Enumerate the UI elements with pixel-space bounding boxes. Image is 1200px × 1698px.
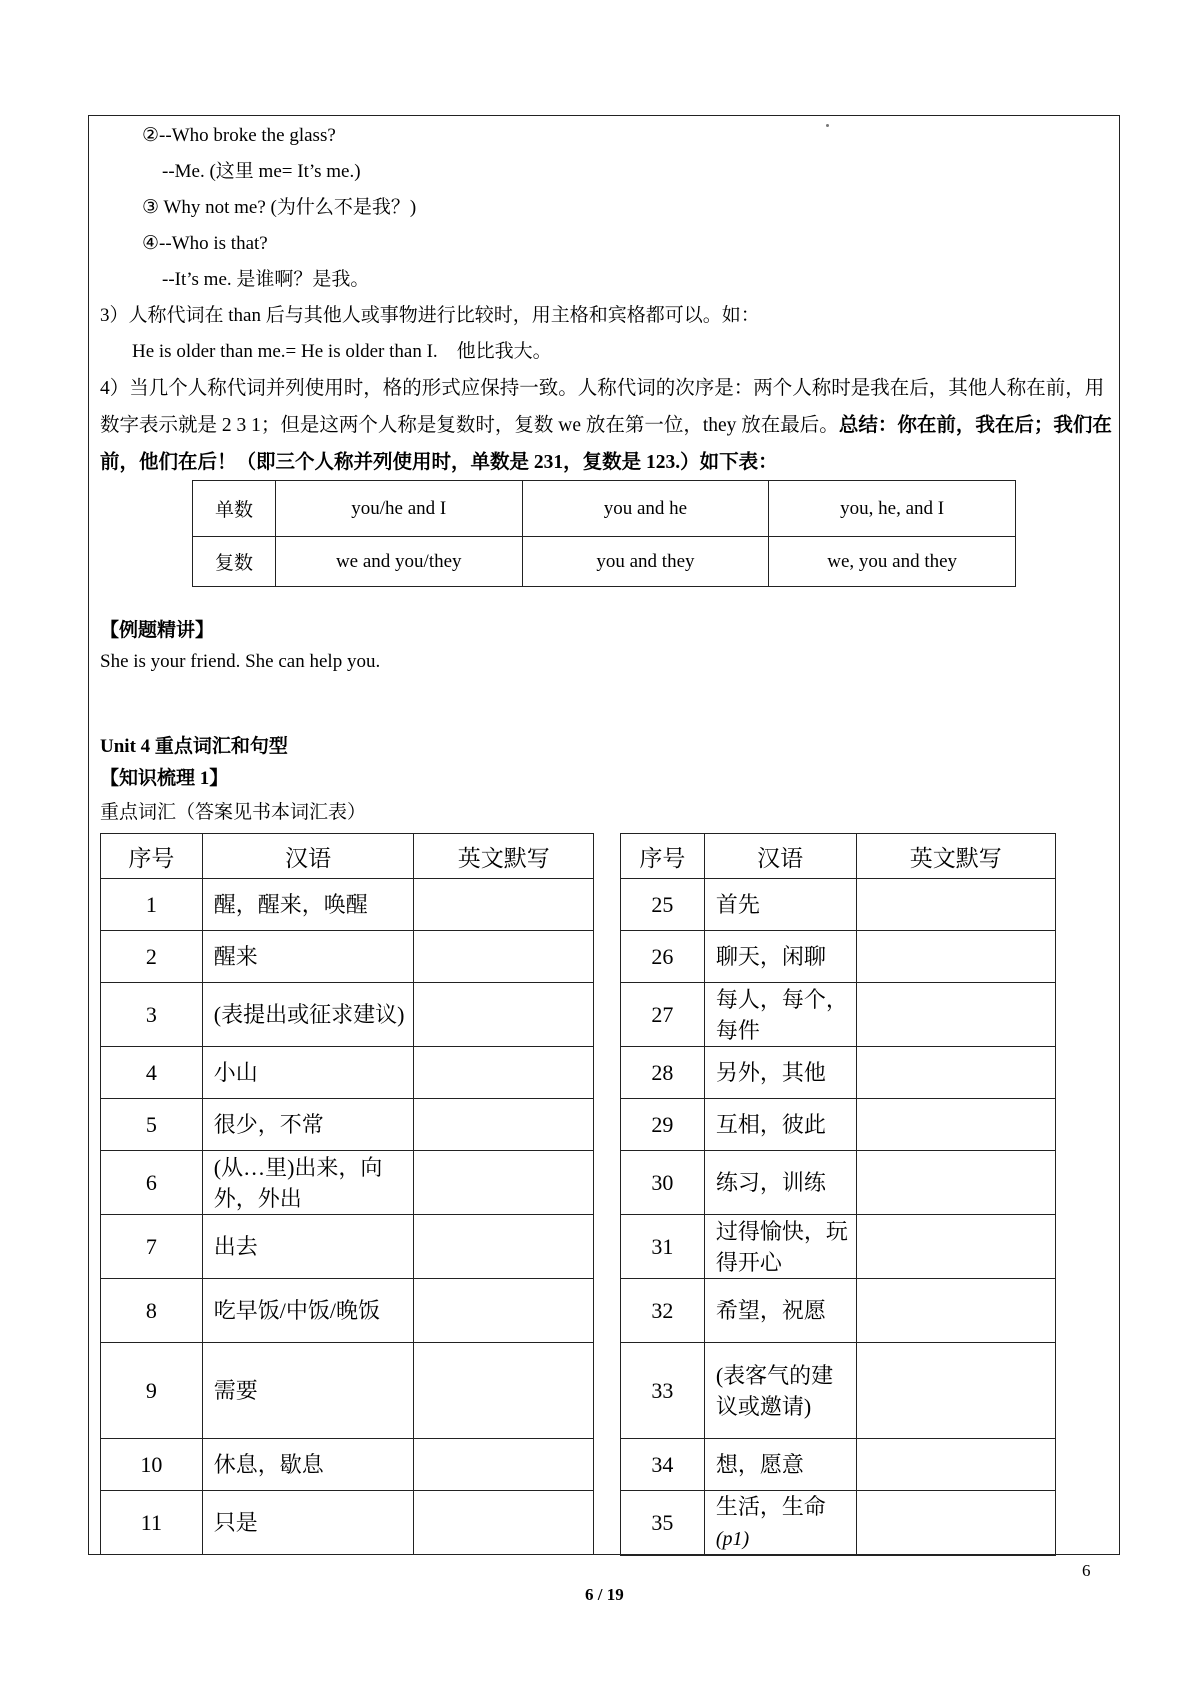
table-cell: you/he and I [275, 481, 522, 537]
english-answer-cell[interactable] [414, 879, 594, 931]
vocab-chinese [202, 1215, 414, 1279]
vocab-number: 8 [101, 1279, 203, 1343]
english-answer-cell[interactable] [856, 983, 1055, 1047]
vocab-chinese-text: (表客气的建议或邀请) [715, 1362, 834, 1419]
vocab-chinese-text: 想，愿意 [715, 1452, 804, 1477]
vocab-chinese-text: 出去 [213, 1234, 258, 1259]
table-row [621, 1279, 1056, 1343]
vocab-chinese [202, 1279, 414, 1343]
vocab-number: 26 [621, 931, 705, 983]
vocab-chinese-text: 生活，生命 [715, 1494, 826, 1519]
table-row [101, 1343, 594, 1439]
vocab-chinese [704, 879, 856, 931]
vocab-number: 6 [101, 1151, 203, 1215]
vocab-number: 2 [101, 931, 203, 983]
vocab-chinese [704, 1099, 856, 1151]
header-en: 英文默写 [414, 834, 594, 879]
vocab-chinese [202, 1047, 414, 1099]
vocab-chinese [704, 1439, 856, 1491]
english-answer-cell[interactable] [414, 1439, 594, 1491]
english-answer-cell[interactable] [856, 1099, 1055, 1151]
table-row [101, 1491, 594, 1555]
rule-4-tail: 如下表： [699, 452, 778, 473]
table-row [101, 879, 594, 931]
table-row [621, 1439, 1056, 1491]
vocab-number: 7 [101, 1215, 203, 1279]
vocab-chinese-text: 休息，歇息 [213, 1452, 324, 1477]
vocab-chinese-text: 聊天，闲聊 [715, 944, 826, 969]
vocab-number: 30 [621, 1151, 705, 1215]
table-row [193, 481, 1016, 537]
vocab-chinese-text: 吃早饭/中饭/晚饭 [213, 1298, 381, 1323]
vocab-chinese [704, 1215, 856, 1279]
vocab-chinese-text: 只是 [213, 1510, 258, 1535]
row-label-plural: 复数 [193, 537, 276, 587]
table-row [101, 1439, 594, 1491]
page-reference: (p1) [715, 1528, 750, 1550]
english-answer-cell[interactable] [414, 1099, 594, 1151]
vocab-table-right [620, 833, 1056, 1556]
vocab-chinese-text: 练习，训练 [715, 1170, 826, 1195]
english-answer-cell[interactable] [414, 1343, 594, 1439]
english-answer-cell[interactable] [414, 1215, 594, 1279]
vocab-chinese-text: 很少，不常 [213, 1112, 324, 1137]
english-answer-cell[interactable] [856, 1491, 1055, 1556]
english-answer-cell[interactable] [856, 1279, 1055, 1343]
table-row [101, 1099, 594, 1151]
vocab-chinese-text: 首先 [715, 892, 760, 917]
table-cell: you and they [522, 537, 769, 587]
table-row [621, 1151, 1056, 1215]
english-answer-cell[interactable] [414, 1047, 594, 1099]
vocab-table-left [100, 833, 594, 1555]
table-row [101, 1151, 594, 1215]
vocab-chinese [704, 983, 856, 1047]
vocab-number: 32 [621, 1279, 705, 1343]
unit-subtitle: 【知识梳理 1】 [100, 768, 229, 789]
english-answer-cell[interactable] [414, 1491, 594, 1555]
english-answer-cell[interactable] [414, 931, 594, 983]
english-answer-cell[interactable] [856, 931, 1055, 983]
table-cell: we and you/they [275, 537, 522, 587]
vocab-chinese [704, 1151, 856, 1215]
vocab-chinese [704, 1279, 856, 1343]
example-4-question: ④--Who is that? [142, 233, 268, 254]
vocab-chinese-text: 互相，彼此 [715, 1112, 826, 1137]
example-section-title: 【例题精讲】 [100, 620, 215, 641]
vocab-chinese-text: 需要 [213, 1378, 258, 1403]
vocab-number: 25 [621, 879, 705, 931]
table-row [101, 931, 594, 983]
table-row [621, 1343, 1056, 1439]
vocab-number: 3 [101, 983, 203, 1047]
vocab-number: 11 [101, 1491, 203, 1555]
vocab-number: 1 [101, 879, 203, 931]
vocab-chinese [202, 1439, 414, 1491]
vocab-chinese [202, 931, 414, 983]
vocab-chinese-text: 醒，醒来，唤醒 [213, 892, 368, 917]
table-row [621, 983, 1056, 1047]
vocab-chinese [202, 1151, 414, 1215]
rule-4-text: 4）当几个人称代词并列使用时，格的形式应保持一致。人称代词的次序是：两个人称时是我在后，其他人称在前，用数字表示就是 2 3 1；但是这两个人称是复数时，复数 we 放在第一位，they 放在最后。 [100, 378, 1105, 436]
english-answer-cell[interactable] [414, 1279, 594, 1343]
table-header-row [621, 834, 1056, 879]
table-cell: you and he [522, 481, 769, 537]
vocab-number: 10 [101, 1439, 203, 1491]
inner-page-number: 6 [1082, 1561, 1091, 1580]
vocab-number: 29 [621, 1099, 705, 1151]
table-header-row [101, 834, 594, 879]
english-answer-cell[interactable] [856, 1439, 1055, 1491]
header-en: 英文默写 [856, 834, 1055, 879]
example-3: ③ Why not me? (为什么不是我？) [142, 197, 417, 218]
vocab-number: 35 [621, 1491, 705, 1556]
vocab-chinese-text: 醒来 [213, 944, 258, 969]
example-2-question: ②--Who broke the glass? [142, 125, 336, 146]
vocab-chinese-text: (从…里)出来，向外，外出 [213, 1154, 383, 1211]
table-row [101, 1215, 594, 1279]
table-cell: you, he, and I [769, 481, 1016, 537]
vocab-chinese [202, 983, 414, 1047]
table-row [621, 1047, 1056, 1099]
table-row [101, 1279, 594, 1343]
vocab-chinese [202, 1491, 414, 1555]
english-answer-cell[interactable] [856, 1047, 1055, 1099]
vocab-chinese-text: 小山 [213, 1060, 258, 1085]
vocab-chinese-text: 另外，其他 [715, 1060, 826, 1085]
vocab-caption: 重点词汇（答案见书本词汇表） [100, 802, 367, 823]
vocab-chinese [704, 1343, 856, 1439]
example-4-answer: --It’s me. 是谁啊？是我。 [162, 269, 370, 290]
vocab-chinese [202, 1099, 414, 1151]
rule-4-summary: 总结：你在前，我在后；我们在前，他们在后！（即三个人称并列使用时，单数是 231，复数是 123.） [100, 415, 1112, 473]
table-row [621, 931, 1056, 983]
header-cn: 汉语 [202, 834, 414, 879]
example-section-text: She is your friend. She can help you. [100, 651, 381, 672]
table-cell: we, you and they [769, 537, 1016, 587]
vocab-number: 4 [101, 1047, 203, 1099]
rule-4-paragraph [100, 370, 1112, 481]
table-row [621, 879, 1056, 931]
vocab-chinese [704, 1047, 856, 1099]
header-num: 序号 [101, 834, 203, 879]
table-row [621, 1099, 1056, 1151]
header-num: 序号 [621, 834, 705, 879]
table-row [101, 983, 594, 1047]
vocab-chinese [202, 879, 414, 931]
example-2-answer: --Me. (这里 me= It’s me.) [162, 161, 361, 182]
vocab-chinese-text: 过得愉快，玩得开心 [715, 1218, 848, 1275]
vocab-chinese [704, 931, 856, 983]
english-answer-cell[interactable] [856, 879, 1055, 931]
vocab-chinese [202, 1343, 414, 1439]
table-row [621, 1215, 1056, 1279]
vocab-number: 31 [621, 1215, 705, 1279]
english-answer-cell[interactable] [856, 1151, 1055, 1215]
table-row [621, 1491, 1056, 1556]
unit-title: Unit 4 重点词汇和句型 [100, 736, 288, 757]
english-answer-cell[interactable] [856, 1215, 1055, 1279]
english-answer-cell[interactable] [414, 983, 594, 1047]
vocab-number: 9 [101, 1343, 203, 1439]
vocab-chinese-text: 希望，祝愿 [715, 1298, 826, 1323]
rule-3-text: 3）人称代词在 than 后与其他人或事物进行比较时，用主格和宾格都可以。如： [100, 305, 760, 326]
vocab-number: 34 [621, 1439, 705, 1491]
vocab-number: 33 [621, 1343, 705, 1439]
vocab-number: 28 [621, 1047, 705, 1099]
vocab-chinese [704, 1491, 856, 1556]
page-number: 6 / 19 [585, 1585, 624, 1604]
header-cn: 汉语 [704, 834, 856, 879]
english-answer-cell[interactable] [856, 1343, 1055, 1439]
pronoun-order-table [192, 480, 1016, 587]
table-row [101, 1047, 594, 1099]
vocab-chinese-text: (表提出或征求建议) [213, 1002, 405, 1027]
vocab-chinese-text: 每人，每个，每件 [715, 986, 848, 1043]
row-label-singular: 单数 [193, 481, 276, 537]
speck-mark [826, 124, 829, 127]
vocab-number: 5 [101, 1099, 203, 1151]
table-row [193, 537, 1016, 587]
english-answer-cell[interactable] [414, 1151, 594, 1215]
vocab-number: 27 [621, 983, 705, 1047]
rule-3-example: He is older than me.= He is older than I. 他比我大。 [132, 341, 552, 362]
